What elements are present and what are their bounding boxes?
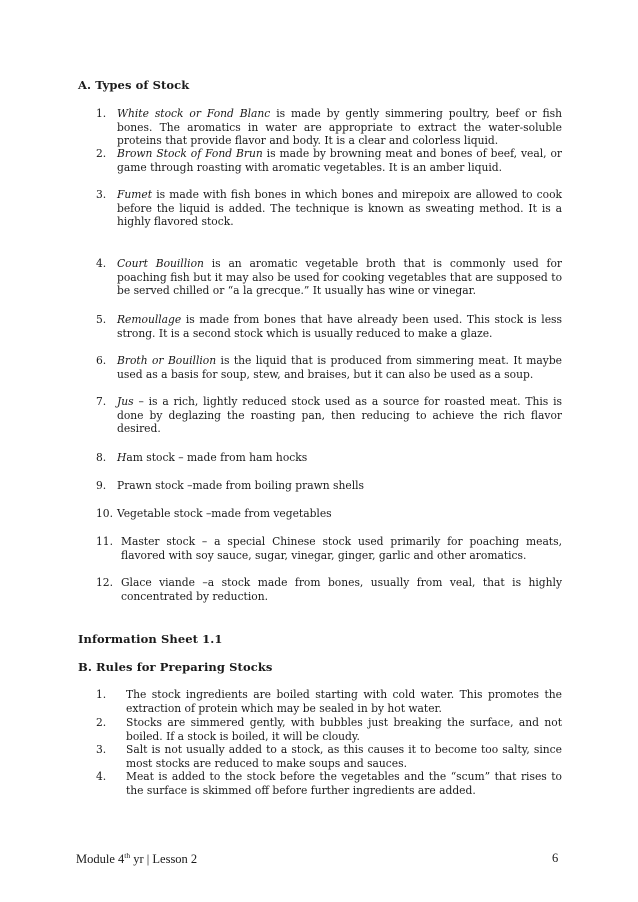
item-text: am stock – made from ham hocks xyxy=(126,451,308,464)
stock-type-item xyxy=(96,479,562,493)
item-term: Jus xyxy=(117,395,134,408)
item-text: Master stock – a special Chinese stock used primarily for poaching meats, flavored with soy sauce, sugar, vinegar, ginger, garlic and other aromatics. xyxy=(121,535,562,562)
item-text: Vegetable stock –made from vegetables xyxy=(117,507,332,520)
stock-type-item xyxy=(96,395,562,436)
rule-number: 2. xyxy=(96,716,107,729)
rule-number: 1. xyxy=(96,688,107,701)
footer-module-suffix: yr | Lesson 2 xyxy=(130,852,198,867)
item-number: 6. xyxy=(96,354,107,367)
info-sheet-heading: Information Sheet 1.1 xyxy=(78,632,223,646)
item-text: Glace viande –a stock made from bones, usually from veal, that is highly concentrated by reduction. xyxy=(121,576,562,603)
item-term: Brown Stock of Fond Brun xyxy=(117,147,263,160)
rule-item xyxy=(96,688,562,715)
item-text: – is a rich, lightly reduced stock used as a source for roasted meat. This is done by deglazing the roasting pan, then reducing to achieve the rich flavor desired. xyxy=(117,395,562,436)
item-term: Court Bouillion xyxy=(117,257,204,270)
rule-text: Salt is not usually added to a stock, as this causes it to become too salty, since most stocks are reduced to make soups and sauces. xyxy=(126,743,562,770)
footer-module-prefix: Module 4 xyxy=(76,852,125,867)
rule-item xyxy=(96,770,562,797)
item-number: 2. xyxy=(96,147,107,160)
item-number: 7. xyxy=(96,395,107,408)
item-term: Remoullage xyxy=(117,313,182,326)
rule-number: 3. xyxy=(96,743,107,756)
item-text: is the liquid that is produced from simmering meat. It maybe used as a basis for soup, stew, and braises, but it can also be used as a soup. xyxy=(117,354,562,381)
stock-type-item xyxy=(96,451,562,465)
rule-text: Meat is added to the stock before the vegetables and the “scum” that rises to the surface is skimmed off before further ingredients are added. xyxy=(126,770,562,797)
rule-item xyxy=(96,716,562,743)
stock-type-item xyxy=(96,188,562,229)
item-number: 10. xyxy=(96,507,113,520)
item-term: Fumet xyxy=(117,188,153,201)
item-number: 1. xyxy=(96,107,107,120)
rule-number: 4. xyxy=(96,770,107,783)
page-number: 6 xyxy=(552,851,559,865)
rule-item xyxy=(96,743,562,770)
item-term: H xyxy=(117,451,127,464)
item-text: is made with fish bones in which bones and mirepoix are allowed to cook before the liquid is added. The technique is known as sweating method. It is a highly flavored stock. xyxy=(117,188,562,229)
footer-module-label xyxy=(76,851,197,867)
item-text: Prawn stock –made from boiling prawn shells xyxy=(117,479,365,492)
stock-type-item xyxy=(96,507,562,521)
item-term: Broth or Bouillion xyxy=(117,354,217,367)
item-number: 4. xyxy=(96,257,107,270)
section-b-heading: B. Rules for Preparing Stocks xyxy=(78,660,273,674)
item-number: 9. xyxy=(96,479,107,492)
stock-type-item xyxy=(96,147,562,174)
item-term: White stock or Fond Blanc xyxy=(117,107,271,120)
item-number: 8. xyxy=(96,451,107,464)
item-number: 12. xyxy=(96,576,113,589)
item-number: 5. xyxy=(96,313,107,326)
item-text: is made from bones that have already been used. This stock is less strong. It is a second stock which is usually reduced to make a glaze. xyxy=(117,313,562,340)
stock-type-item xyxy=(96,257,562,298)
footer-module-sup: th xyxy=(124,851,131,860)
rule-text: The stock ingredients are boiled starting with cold water. This promotes the extraction of protein which may be sealed in by hot water. xyxy=(126,688,562,715)
stock-type-item xyxy=(96,535,562,562)
stock-type-item xyxy=(96,576,562,603)
stock-type-item xyxy=(96,107,562,148)
section-a-heading: A. Types of Stock xyxy=(78,78,190,92)
item-text: is made by browning meat and bones of beef, veal, or game through roasting with aromatic vegetables. It is an amber liquid. xyxy=(117,147,562,174)
item-text: is an aromatic vegetable broth that is commonly used for poaching fish but it may also be used for cooking vegetables that are supposed to be served chilled or “a la grecque.” It usually has wine or vinegar. xyxy=(117,257,562,298)
item-number: 3. xyxy=(96,188,107,201)
stock-type-item xyxy=(96,354,562,381)
item-number: 11. xyxy=(96,535,113,548)
stock-type-item xyxy=(96,313,562,340)
item-text: is made by gently simmering poultry, beef or fish bones. The aromatics in water are appropriate to extract the water-soluble proteins that provide flavor and body. It is a clear and colorless liquid. xyxy=(117,107,563,148)
rule-text: Stocks are simmered gently, with bubbles just breaking the surface, and not boiled. If a stock is boiled, it will be cloudy. xyxy=(126,716,562,743)
